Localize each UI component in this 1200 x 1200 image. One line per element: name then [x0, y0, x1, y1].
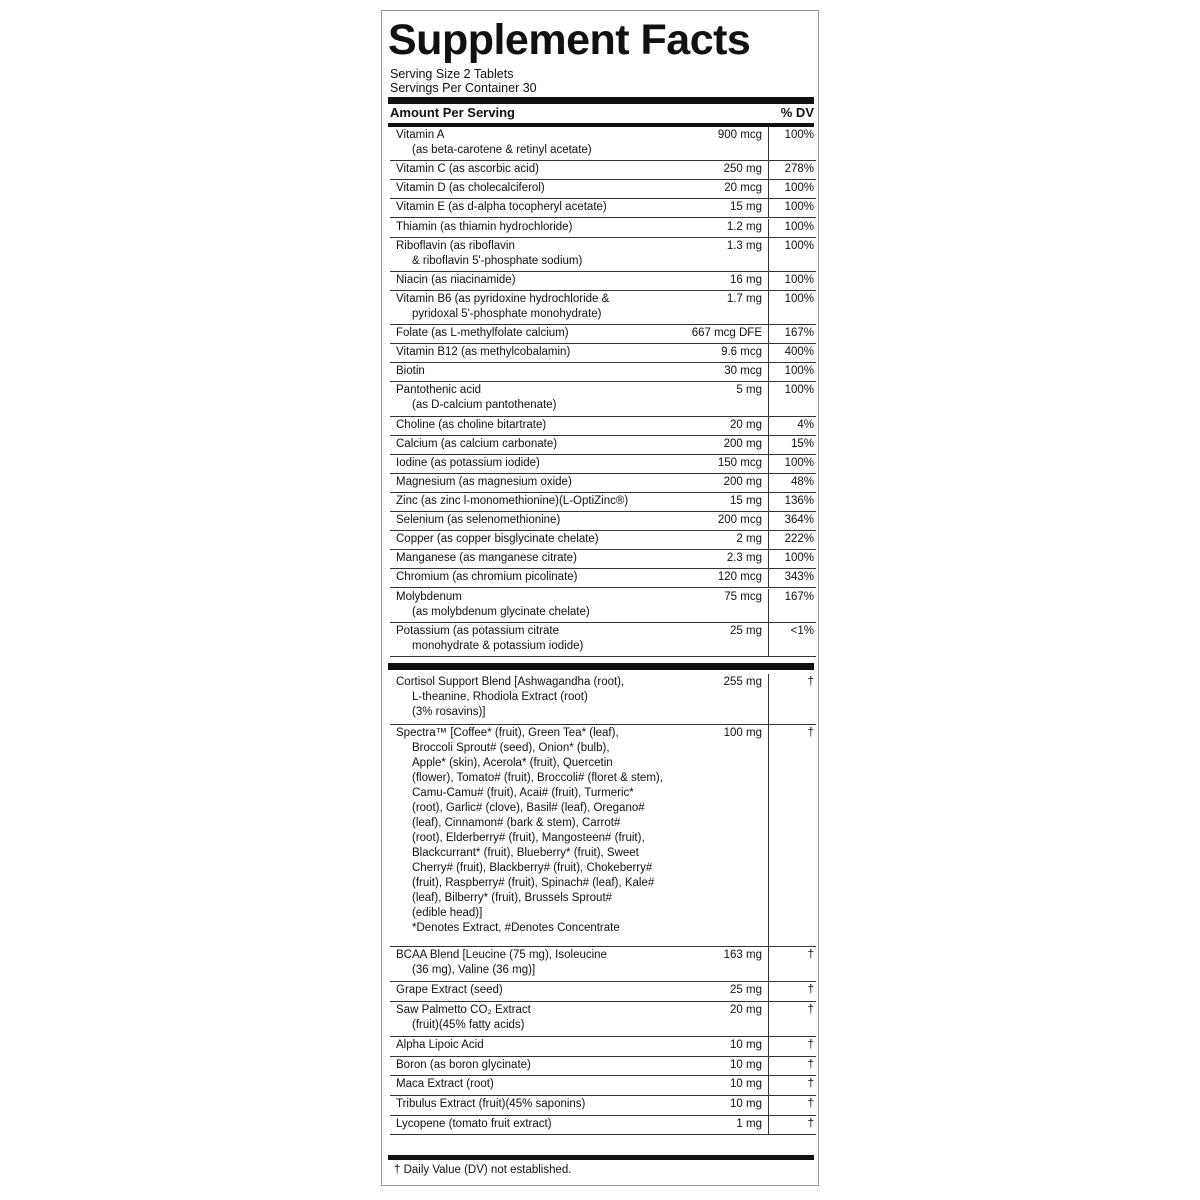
ingredient-dv: †: [807, 1098, 814, 1110]
ingredient-name: [396, 456, 696, 471]
nutrient-row: [390, 291, 816, 325]
ingredient-name: [396, 475, 696, 490]
serving-size: Serving Size 2 Tablets: [390, 67, 514, 81]
ingredient-line: Iodine (as potassium iodide): [396, 456, 540, 469]
ingredient-line: (leaf), Bilberry* (fruit), Brussels Sprout#: [412, 891, 613, 904]
ingredient-amount: 667 mcg DFE: [691, 327, 762, 340]
ingredient-line: BCAA Blend [Leucine (75 mg), Isoleucine: [396, 949, 607, 962]
nutrient-row: [390, 382, 816, 416]
ingredient-dv: 4%: [797, 418, 814, 431]
nutrient-row: [390, 674, 816, 725]
ingredient-dv: 100%: [784, 220, 814, 233]
nutrient-row: [390, 325, 816, 344]
ingredient-amount: 2.3 mg: [726, 552, 762, 565]
ingredient-name: [396, 551, 696, 566]
ingredient-dv: 100%: [784, 129, 814, 141]
ingredient-line: Vitamin E (as d-alpha tocopheryl acetate): [396, 201, 607, 214]
ingredient-amount: 150 mcg: [717, 456, 762, 469]
nutrient-row: [390, 417, 816, 436]
ingredient-dv: 222%: [784, 533, 814, 546]
ingredient-line: (leaf), Cinnamon# (bark & stem), Carrot#: [412, 816, 621, 829]
ingredient-amount: 25 mg: [730, 984, 762, 997]
ingredient-dv: 100%: [784, 552, 814, 565]
ingredient-line: Riboflavin (as riboflavin: [396, 239, 515, 252]
ingredient-line: *Denotes Extract, #Denotes Concentrate: [412, 921, 620, 934]
ingredient-line: Saw Palmetto CO₂ Extract: [396, 1004, 531, 1016]
ingredient-name: [396, 1097, 696, 1112]
ingredient-dv: 15%: [790, 437, 814, 450]
ingredient-amount: 1.7 mg: [726, 292, 762, 305]
ingredient-amount: 1.3 mg: [726, 239, 762, 252]
ingredient-line: (36 mg), Valine (36 mg)]: [412, 964, 536, 977]
servings-per-container: Servings Per Container 30: [390, 81, 537, 95]
nutrient-row: [390, 1002, 816, 1037]
ingredient-name: [396, 624, 696, 654]
ingredient-name: [396, 326, 696, 341]
ingredient-line: Alpha Lipoic Acid: [396, 1039, 484, 1052]
thick-divider-middle: [388, 663, 814, 670]
ingredient-line: Cherry# (fruit), Blackberry# (fruit), Chokeberry#: [412, 861, 653, 874]
ingredient-line: Thiamin (as thiamin hydrochloride): [396, 220, 573, 233]
ingredient-amount: 250 mg: [723, 163, 762, 176]
ingredient-dv: 100%: [784, 456, 814, 469]
ingredient-amount: 20 mcg: [724, 182, 762, 195]
ingredient-name: [396, 220, 696, 235]
ingredient-line: Molybdenum: [396, 590, 462, 603]
nutrient-row: [390, 272, 816, 291]
ingredient-dv: †: [807, 1039, 814, 1052]
ingredient-name: [396, 418, 696, 433]
ingredient-amount: 120 mcg: [717, 571, 762, 584]
ingredient-dv: <1%: [790, 624, 814, 637]
ingredient-dv: 100%: [784, 201, 814, 214]
ingredient-line: Vitamin B6 (as pyridoxine hydrochloride &: [396, 292, 610, 305]
ingredient-line: Maca Extract (root): [396, 1078, 494, 1091]
amount-header-row: [390, 105, 814, 121]
dv-header-label: % DV: [780, 105, 814, 120]
ingredient-name: [396, 494, 696, 509]
ingredient-line: (edible head)]: [412, 906, 483, 919]
ingredient-line: Grape Extract (seed): [396, 984, 503, 997]
ingredient-line: Apple* (skin), Acerola* (fruit), Quercetin: [412, 756, 613, 769]
ingredient-dv: 100%: [784, 292, 814, 305]
ingredient-dv: †: [807, 984, 814, 997]
ingredient-line: Selenium (as selenomethionine): [396, 514, 561, 527]
ingredient-amount: 163 mg: [723, 949, 762, 962]
ingredient-line: Chromium (as chromium picolinate): [396, 571, 578, 584]
ingredient-line: Niacin (as niacinamide): [396, 273, 516, 286]
ingredient-dv: †: [807, 1078, 814, 1091]
ingredient-line: Spectra™ [Coffee* (fruit), Green Tea* (leaf),: [396, 726, 619, 739]
ingredient-line: (root), Garlic# (clove), Basil# (leaf), Oregano#: [412, 801, 645, 814]
thick-divider-bottom: [388, 1155, 814, 1160]
ingredient-amount: 20 mg: [730, 418, 762, 431]
ingredient-line: Calcium (as calcium carbonate): [396, 437, 558, 450]
ingredient-line: (as beta-carotene & retinyl acetate): [412, 144, 592, 156]
nutrient-row: [390, 344, 816, 363]
ingredient-amount: 30 mcg: [724, 365, 762, 378]
nutrient-row: [390, 947, 816, 982]
ingredient-name: [396, 345, 696, 360]
ingredient-amount: 10 mg: [730, 1078, 762, 1091]
nutrient-row: [390, 219, 816, 238]
ingredient-dv: 100%: [784, 182, 814, 195]
ingredient-name: [396, 364, 696, 379]
ingredient-name: [396, 590, 696, 620]
panel-title: Supplement Facts: [388, 16, 751, 64]
ingredient-dv: †: [807, 949, 814, 962]
nutrient-row: [390, 623, 816, 657]
ingredient-dv: 400%: [784, 346, 814, 359]
ingredient-name: [396, 948, 696, 978]
ingredient-line: Vitamin A: [396, 129, 445, 141]
ingredient-line: (flower), Tomato# (fruit), Broccoli# (floret & stem),: [412, 771, 663, 784]
thick-divider-top: [388, 97, 814, 104]
ingredient-amount: 10 mg: [730, 1098, 762, 1110]
ingredient-dv: †: [807, 1058, 814, 1071]
ingredient-line: Manganese (as manganese citrate): [396, 552, 577, 565]
ingredient-line: Boron (as boron glycinate): [396, 1058, 531, 1071]
column-divider: [768, 725, 769, 947]
ingredient-amount: 25 mg: [730, 624, 762, 637]
ingredient-line: Tribulus Extract (fruit)(45% saponins): [396, 1098, 586, 1110]
ingredient-line: (fruit), Raspberry# (fruit), Spinach# (leaf), Kale#: [412, 876, 655, 889]
ingredient-name: [396, 273, 696, 288]
ingredient-line: Vitamin B12 (as methylcobalamin): [396, 346, 571, 359]
ingredient-name: [396, 1038, 696, 1053]
footnote: † Daily Value (DV) not established.: [394, 1164, 572, 1176]
ingredient-line: Camu-Camu# (fruit), Acai# (fruit), Turmeric*: [412, 786, 634, 799]
ingredient-line: Pantothenic acid: [396, 384, 482, 397]
ingredient-name: [396, 128, 696, 158]
ingredient-line: Blackcurrant* (fruit), Blueberry* (fruit), Sweet: [412, 846, 639, 859]
ingredient-dv: †: [807, 676, 814, 688]
ingredient-dv: 100%: [784, 273, 814, 286]
ingredient-dv: 364%: [784, 514, 814, 527]
ingredient-amount: 9.6 mcg: [721, 346, 762, 359]
ingredient-name: [396, 570, 696, 585]
ingredient-name: [396, 200, 696, 215]
ingredient-line: Broccoli Sprout# (seed), Onion* (bulb),: [412, 741, 610, 754]
nutrient-row: [390, 1096, 816, 1116]
ingredient-amount: 10 mg: [730, 1039, 762, 1052]
nutrient-row: [390, 550, 816, 569]
ingredient-name: [396, 1077, 696, 1092]
ingredient-line: Cortisol Support Blend [Ashwagandha (root),: [396, 676, 625, 688]
nutrient-row: [390, 512, 816, 531]
ingredient-amount: 2 mg: [736, 533, 762, 546]
ingredient-name: [396, 1117, 696, 1132]
ingredient-name: [396, 532, 696, 547]
nutrient-row: [390, 474, 816, 493]
ingredient-amount: 900 mcg: [717, 129, 762, 141]
nutrient-row: [390, 238, 816, 272]
ingredient-dv: 136%: [784, 495, 814, 507]
ingredient-line: Copper (as copper bisglycinate chelate): [396, 533, 599, 546]
nutrient-row: [390, 982, 816, 1002]
nutrient-row: [390, 569, 816, 588]
ingredient-line: Vitamin D (as cholecalciferol): [396, 182, 545, 195]
nutrient-row: [390, 531, 816, 550]
ingredient-line: (3% rosavins)]: [412, 706, 486, 718]
ingredient-name: [396, 726, 696, 936]
ingredient-amount: 255 mg: [723, 676, 762, 688]
ingredient-line: & riboflavin 5'-phosphate sodium): [412, 254, 583, 267]
supplement-facts-panel: [381, 10, 819, 1186]
nutrient-row: [390, 493, 816, 512]
ingredient-dv: 343%: [784, 571, 814, 584]
ingredient-line: Zinc (as zinc l-monomethionine)(L-OptiZinc®): [396, 495, 629, 507]
nutrient-row: [390, 725, 816, 947]
ingredient-amount: 200 mcg: [717, 514, 762, 527]
nutrient-row: [390, 161, 816, 180]
nutrient-row: [390, 1076, 816, 1096]
ingredient-dv: 48%: [790, 475, 814, 488]
ingredient-amount: 15 mg: [730, 495, 762, 507]
ingredient-line: monohydrate & potassium iodide): [412, 639, 584, 652]
ingredient-line: (as molybdenum glycinate chelate): [412, 605, 590, 618]
ingredient-dv: †: [807, 1117, 814, 1130]
ingredient-amount: 1 mg: [736, 1117, 762, 1130]
ingredient-amount: 75 mcg: [724, 590, 762, 603]
ingredient-name: [396, 1003, 696, 1033]
ingredient-name: [396, 513, 696, 528]
nutrient-row: [390, 1057, 816, 1077]
ingredient-line: Potassium (as potassium citrate: [396, 624, 559, 637]
ingredient-dv: 167%: [784, 327, 814, 340]
nutrient-row: [390, 127, 816, 161]
ingredient-name: [396, 181, 696, 196]
ingredient-line: Vitamin C (as ascorbic acid): [396, 163, 539, 176]
ingredient-amount: 100 mg: [723, 726, 762, 739]
ingredient-amount: 200 mg: [723, 437, 762, 450]
ingredient-dv: †: [807, 726, 814, 739]
ingredient-line: (as D-calcium pantothenate): [412, 399, 557, 412]
ingredient-line: L-theanine, Rhodiola Extract (root): [412, 691, 588, 703]
ingredient-line: (root), Elderberry# (fruit), Mangosteen# (fruit),: [412, 831, 645, 844]
ingredient-dv: 100%: [784, 239, 814, 252]
ingredient-line: Biotin: [396, 365, 425, 378]
nutrient-row: [390, 1037, 816, 1057]
nutrient-row: [390, 363, 816, 382]
ingredient-dv: 167%: [784, 590, 814, 603]
ingredient-line: Magnesium (as magnesium oxide): [396, 475, 572, 488]
ingredient-dv: †: [807, 1004, 814, 1016]
ingredient-name: [396, 437, 696, 452]
nutrient-row: [390, 199, 816, 218]
ingredient-amount: 20 mg: [730, 1004, 762, 1016]
nutrient-row: [390, 1116, 816, 1136]
ingredient-name: [396, 983, 696, 998]
ingredient-dv: 100%: [784, 384, 814, 397]
ingredient-amount: 200 mg: [723, 475, 762, 488]
ingredient-name: [396, 675, 696, 720]
nutrient-row: [390, 589, 816, 623]
ingredient-line: pyridoxal 5'-phosphate monohydrate): [412, 307, 602, 320]
amount-per-serving-label: Amount Per Serving: [390, 105, 515, 120]
ingredient-amount: 10 mg: [730, 1058, 762, 1071]
ingredient-amount: 5 mg: [736, 384, 762, 397]
ingredient-name: [396, 1058, 696, 1073]
ingredient-line: Choline (as choline bitartrate): [396, 418, 547, 431]
ingredient-line: Folate (as L-methylfolate calcium): [396, 327, 569, 340]
ingredient-amount: 15 mg: [730, 201, 762, 214]
ingredient-line: (fruit)(45% fatty acids): [412, 1019, 525, 1031]
ingredient-dv: 100%: [784, 365, 814, 378]
nutrient-row: [390, 455, 816, 474]
nutrient-row: [390, 436, 816, 455]
ingredient-dv: 278%: [784, 163, 814, 176]
ingredient-line: Lycopene (tomato fruit extract): [396, 1117, 552, 1130]
ingredient-amount: 16 mg: [730, 273, 762, 286]
ingredient-name: [396, 239, 696, 269]
ingredient-name: [396, 162, 696, 177]
nutrient-row: [390, 180, 816, 199]
ingredient-name: [396, 292, 696, 322]
ingredient-name: [396, 383, 696, 413]
ingredient-amount: 1.2 mg: [726, 220, 762, 233]
